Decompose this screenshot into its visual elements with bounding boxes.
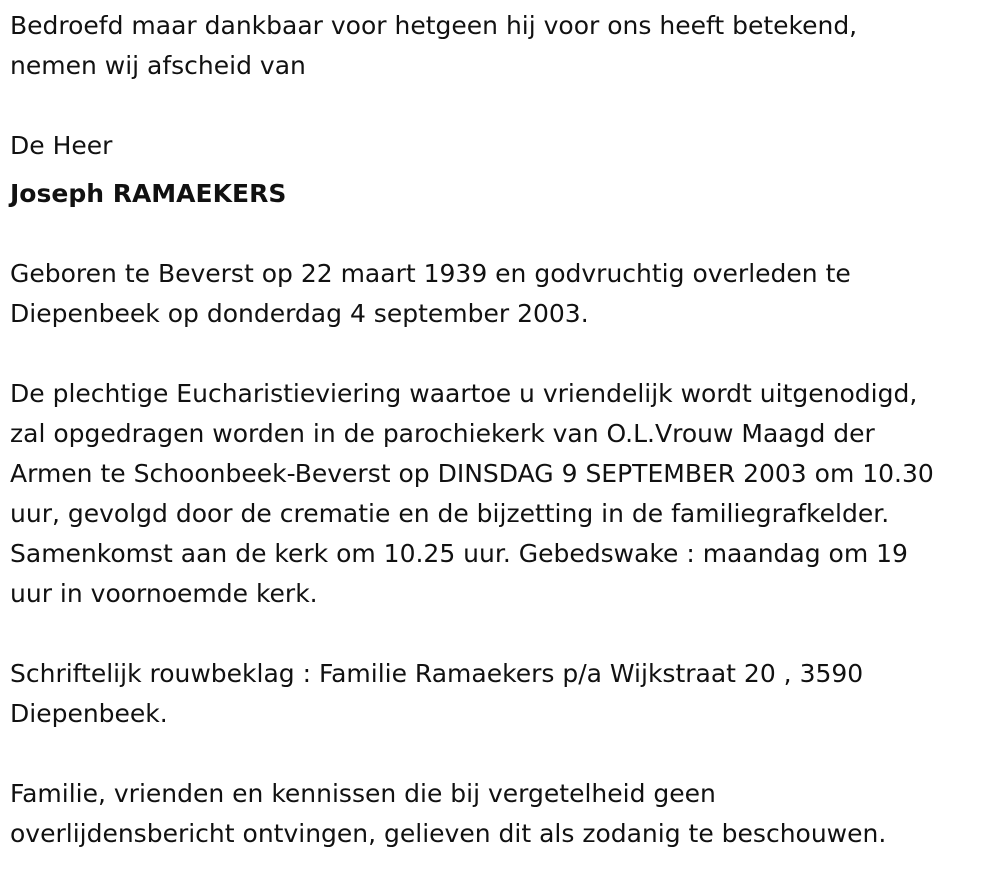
ceremony-line-6: uur in voornoemde kerk. bbox=[10, 579, 318, 608]
ceremony-line-3: Armen te Schoonbeek-Beverst op DINSDAG 9 SEPTEMBER 2003 om 10.30 bbox=[10, 459, 934, 488]
intro-line-2: nemen wij afscheid van bbox=[10, 51, 306, 80]
ceremony-line-2: zal opgedragen worden in de parochiekerk van O.L.Vrouw Maagd der bbox=[10, 419, 875, 448]
ceremony-line-1: De plechtige Eucharistieviering waartoe u vriendelijk wordt uitgenodigd, bbox=[10, 379, 918, 408]
birth-death-line-1: Geboren te Beverst op 22 maart 1939 en godvruchtig overleden te bbox=[10, 259, 851, 288]
deceased-name: Joseph RAMAEKERS bbox=[10, 179, 287, 208]
closing-line-1: Familie, vrienden en kennissen die bij vergetelheid geen bbox=[10, 779, 716, 808]
ceremony-line-5: Samenkomst aan de kerk om 10.25 uur. Gebedswake : maandag om 19 bbox=[10, 539, 908, 568]
condolences-line-1: Schriftelijk rouwbeklag : Familie Ramaekers p/a Wijkstraat 20 , 3590 bbox=[10, 659, 864, 688]
intro-line-1: Bedroefd maar dankbaar voor hetgeen hij voor ons heeft betekend, bbox=[10, 11, 858, 40]
honorific-title: De Heer bbox=[10, 131, 113, 160]
ceremony-line-4: uur, gevolgd door de crematie en de bijzetting in de familiegrafkelder. bbox=[10, 499, 890, 528]
birth-death-line-2: Diepenbeek op donderdag 4 september 2003. bbox=[10, 299, 589, 328]
condolences-line-2: Diepenbeek. bbox=[10, 699, 168, 728]
closing-line-2: overlijdensbericht ontvingen, gelieven dit als zodanig te beschouwen. bbox=[10, 819, 887, 848]
